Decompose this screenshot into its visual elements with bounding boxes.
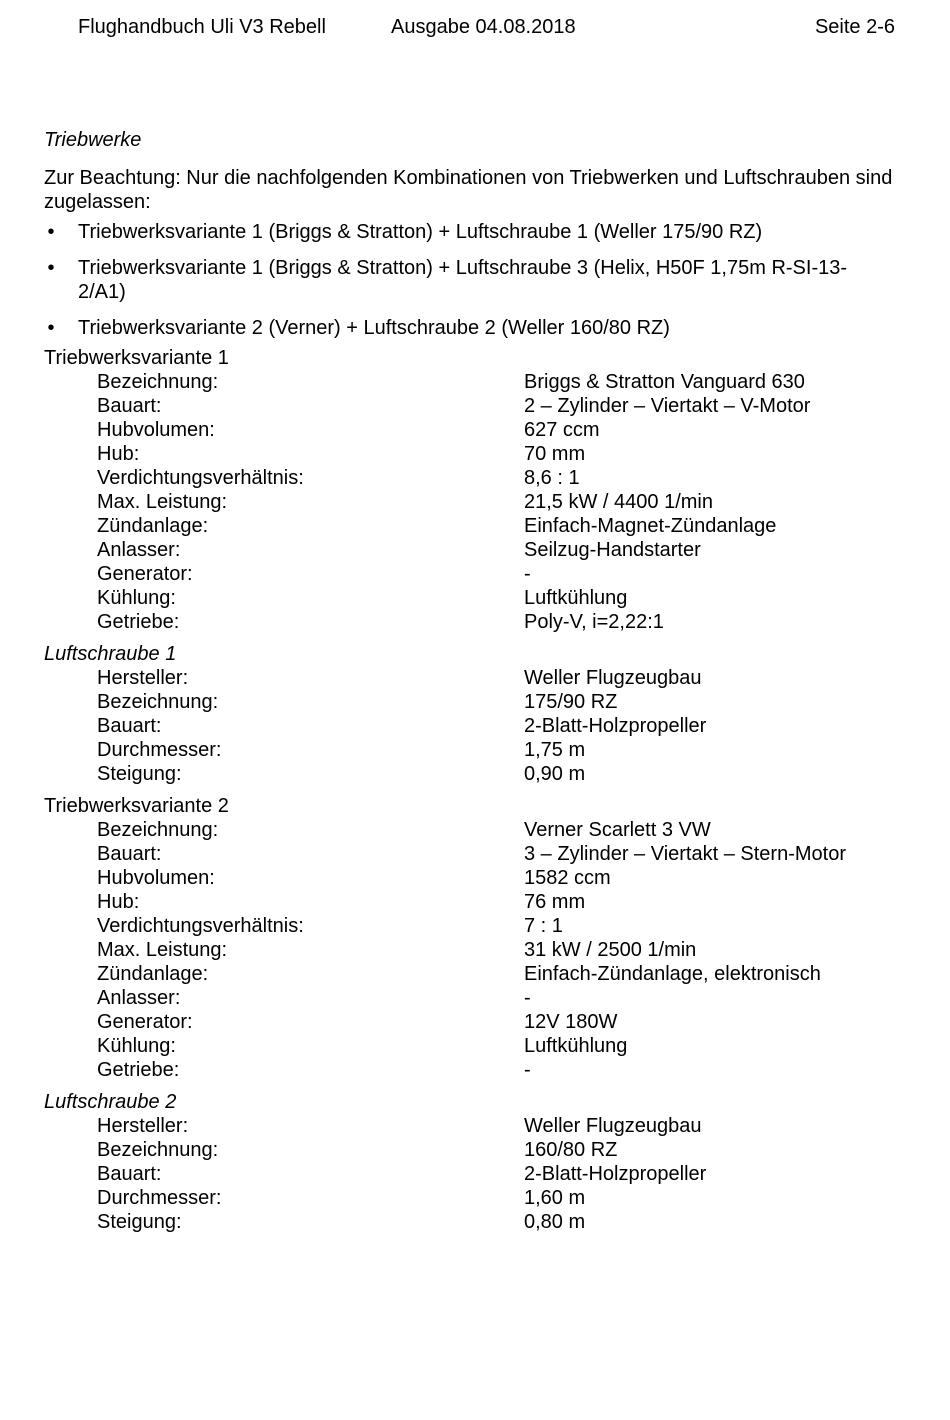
spec-row — [44, 538, 894, 562]
list-item-text: Triebwerksvariante 2 (Verner) + Luftschraube 2 (Weller 160/80 RZ) — [78, 317, 670, 339]
combination-list — [44, 220, 894, 340]
issue-date: Ausgabe 04.08.2018 — [391, 16, 576, 38]
spec-label: Bauart: — [97, 715, 162, 737]
section-heading: Triebwerke — [44, 129, 142, 151]
propeller-2-specs — [44, 1114, 894, 1234]
spec-value: 31 kW / 2500 1/min — [524, 939, 697, 961]
spec-value: 160/80 RZ — [524, 1139, 618, 1161]
spec-value: Einfach-Zündanlage, elektronisch — [524, 963, 821, 985]
spec-value: - — [524, 1059, 531, 1081]
spec-value: 1,60 m — [524, 1187, 586, 1209]
spec-label: Generator: — [97, 1011, 193, 1033]
spec-row — [44, 610, 894, 634]
propeller-1-title: Luftschraube 1 — [44, 643, 177, 665]
spec-label: Steigung: — [97, 763, 182, 785]
spec-value: Briggs & Stratton Vanguard 630 — [524, 371, 805, 393]
spec-value: 7 : 1 — [524, 915, 563, 937]
spec-row — [44, 714, 894, 738]
spec-row — [44, 690, 894, 714]
spec-value: 21,5 kW / 4400 1/min — [524, 491, 713, 513]
spec-label: Verdichtungsverhältnis: — [97, 467, 304, 489]
spec-value: 1582 ccm — [524, 867, 611, 889]
document-title: Flughandbuch Uli V3 Rebell — [78, 16, 326, 38]
engine-2-title: Triebwerksvariante 2 — [44, 795, 229, 817]
bullet-icon: • — [47, 317, 55, 339]
spec-row — [44, 738, 894, 762]
spec-value: Weller Flugzeugbau — [524, 1115, 702, 1137]
spec-value: 3 – Zylinder – Viertakt – Stern-Motor — [524, 843, 846, 865]
spec-value: 2-Blatt-Holzpropeller — [524, 1163, 707, 1185]
spec-value: 1,75 m — [524, 739, 586, 761]
spec-label: Bezeichnung: — [97, 691, 219, 713]
list-item-text: Triebwerksvariante 1 (Briggs & Stratton) + Luftschraube 3 (Helix, H50F 1,75m R-SI-13-2/A1) — [78, 257, 848, 303]
spec-label: Bezeichnung: — [97, 371, 219, 393]
spec-value: Luftkühlung — [524, 587, 628, 609]
spec-label: Hubvolumen: — [97, 419, 215, 441]
spec-label: Durchmesser: — [97, 739, 222, 761]
spec-row — [44, 514, 894, 538]
spec-label: Zündanlage: — [97, 515, 209, 537]
list-item-text: Triebwerksvariante 1 (Briggs & Stratton) + Luftschraube 1 (Weller 175/90 RZ) — [78, 221, 763, 243]
spec-value: Verner Scarlett 3 VW — [524, 819, 711, 841]
spec-row — [44, 866, 894, 890]
engine-2-specs — [44, 818, 894, 1082]
spec-row — [44, 1058, 894, 1082]
spec-value: Einfach-Magnet-Zündanlage — [524, 515, 777, 537]
spec-row — [44, 370, 894, 394]
list-item — [44, 256, 894, 304]
spec-label: Kühlung: — [97, 587, 176, 609]
spec-row — [44, 986, 894, 1010]
spec-label: Durchmesser: — [97, 1187, 222, 1209]
spec-row — [44, 962, 894, 986]
spec-row — [44, 818, 894, 842]
bullet-icon: • — [47, 257, 55, 279]
spec-row — [44, 490, 894, 514]
notice-text: Zur Beachtung: Nur die nachfolgenden Kombinationen von Triebwerken und Luftschrauben sind zugelassen: — [44, 167, 893, 213]
spec-label: Bauart: — [97, 395, 162, 417]
spec-row — [44, 1186, 894, 1210]
spec-value: - — [524, 987, 531, 1009]
spec-label: Getriebe: — [97, 611, 180, 633]
spec-label: Steigung: — [97, 1211, 182, 1233]
spec-row — [44, 1162, 894, 1186]
spec-value: - — [524, 563, 531, 585]
page-number: Seite 2-6 — [814, 16, 895, 38]
spec-row — [44, 586, 894, 610]
spec-row — [44, 1010, 894, 1034]
page-header — [78, 15, 895, 43]
spec-value: 0,90 m — [524, 763, 586, 785]
spec-value: 12V 180W — [524, 1011, 618, 1033]
spec-row — [44, 842, 894, 866]
spec-label: Anlasser: — [97, 987, 181, 1009]
spec-label: Kühlung: — [97, 1035, 176, 1057]
spec-value: Poly-V, i=2,22:1 — [524, 611, 664, 633]
spec-row — [44, 394, 894, 418]
spec-label: Max. Leistung: — [97, 491, 228, 513]
spec-label: Hub: — [97, 443, 140, 465]
spec-value: 70 mm — [524, 443, 586, 465]
spec-row — [44, 466, 894, 490]
spec-row — [44, 666, 894, 690]
propeller-2-title: Luftschraube 2 — [44, 1091, 177, 1113]
spec-row — [44, 418, 894, 442]
spec-row — [44, 1210, 894, 1234]
spec-value: Seilzug-Handstarter — [524, 539, 701, 561]
spec-row — [44, 890, 894, 914]
spec-label: Hub: — [97, 891, 140, 913]
spec-label: Anlasser: — [97, 539, 181, 561]
spec-label: Generator: — [97, 563, 193, 585]
spec-value: 2-Blatt-Holzpropeller — [524, 715, 707, 737]
spec-row — [44, 1138, 894, 1162]
spec-row — [44, 1114, 894, 1138]
spec-label: Hersteller: — [97, 667, 189, 689]
spec-label: Hubvolumen: — [97, 867, 215, 889]
spec-label: Bezeichnung: — [97, 1139, 219, 1161]
spec-value: 175/90 RZ — [524, 691, 618, 713]
list-item — [44, 220, 894, 244]
spec-row — [44, 938, 894, 962]
spec-value: Luftkühlung — [524, 1035, 628, 1057]
spec-label: Hersteller: — [97, 1115, 189, 1137]
spec-row — [44, 442, 894, 466]
propeller-1-specs — [44, 666, 894, 786]
spec-value: 76 mm — [524, 891, 586, 913]
spec-row — [44, 762, 894, 786]
spec-row — [44, 1034, 894, 1058]
spec-row — [44, 914, 894, 938]
list-item — [44, 316, 894, 340]
bullet-icon: • — [47, 221, 55, 243]
spec-row — [44, 562, 894, 586]
spec-value: 8,6 : 1 — [524, 467, 580, 489]
page-content — [44, 128, 894, 1234]
spec-label: Getriebe: — [97, 1059, 180, 1081]
spec-label: Max. Leistung: — [97, 939, 228, 961]
spec-label: Zündanlage: — [97, 963, 209, 985]
spec-value: 2 – Zylinder – Viertakt – V-Motor — [524, 395, 811, 417]
spec-label: Bezeichnung: — [97, 819, 219, 841]
engine-1-title: Triebwerksvariante 1 — [44, 347, 229, 369]
spec-label: Bauart: — [97, 1163, 162, 1185]
engine-1-specs — [44, 370, 894, 634]
spec-label: Bauart: — [97, 843, 162, 865]
spec-value: Weller Flugzeugbau — [524, 667, 702, 689]
spec-label: Verdichtungsverhältnis: — [97, 915, 304, 937]
spec-value: 627 ccm — [524, 419, 600, 441]
spec-value: 0,80 m — [524, 1211, 586, 1233]
